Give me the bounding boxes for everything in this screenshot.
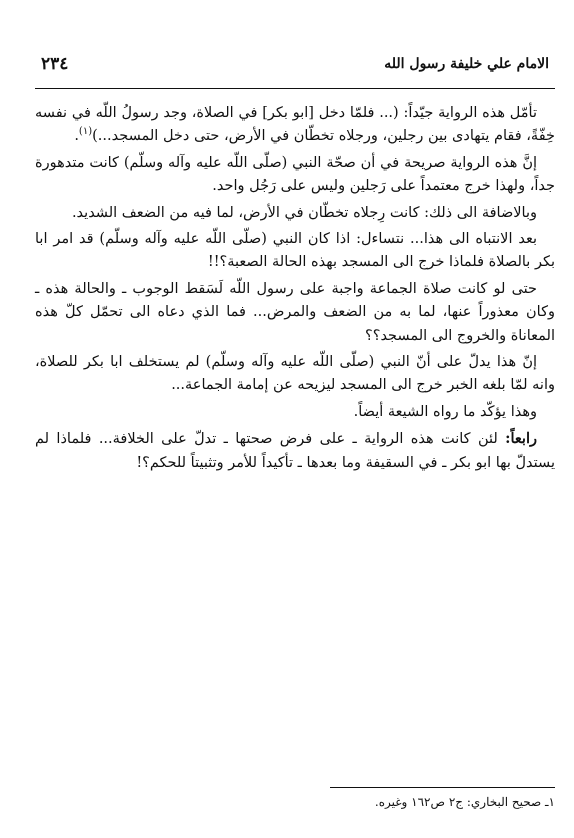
footnote: ١ـ صحيح البخاري: ج٢ ص١٦٢ وغيره. bbox=[374, 795, 555, 809]
paragraph-5 bbox=[35, 278, 555, 348]
paragraph-2 bbox=[35, 152, 555, 199]
running-title: الامام علي خليفة رسول الله bbox=[384, 56, 549, 72]
paragraph-4 bbox=[35, 228, 555, 275]
paragraph-3 bbox=[35, 202, 555, 225]
paragraph-text: لئن كانت هذه الرواية ـ على فرض صحتها ـ تدلّ على الخلافة... فلماذا لم يستدلّ بها ابو بكر ـ في السقيفة وما بعدها ـ تأكيداً للأمر وتثبيتاً للحكم؟! bbox=[35, 431, 555, 471]
paragraph-tail: . bbox=[74, 128, 79, 145]
paragraph-text: إنَّ هذه الرواية صريحة في أن صحّة النبي (صلّى اللّه عليه وآله وسلّم) كانت متدهورة جداً، ولهذا خرج معتمداً على رَجلين وليس على رَجُل واحد. bbox=[35, 154, 555, 195]
paragraph-8 bbox=[35, 427, 555, 475]
footnote-reference: (١) bbox=[78, 126, 93, 138]
page-number: ٢٣٤ bbox=[41, 54, 69, 74]
paragraph-text: وبالاضافة الى ذلك: كانت رِجلاه تخطّان في الأرض، لما فيه من الضعف الشديد. bbox=[71, 204, 537, 221]
paragraph-text: إنّ هذا يدلّ على أنّ النبي (صلّى اللّه عليه وآله وسلّم) لم يستخلف ابا بكر للصلاة، وانه لمّا بلغه الخبر خرج الى المسجد ليزيحه عن إمامة الجماعة... bbox=[35, 354, 555, 394]
paragraph-text: تأمّل هذه الرواية جيّداً: (... فلمّا دخل [ابو بكر] في الصلاة، وجد رسولُ اللّه في نفسه خِفّةً، فقام يتهادى بين رجلين، ورجلاه تخطّان في الأرض، حتى دخل المسجد...) bbox=[35, 105, 555, 145]
paragraph-6 bbox=[35, 351, 555, 398]
footnote-divider bbox=[330, 787, 555, 788]
paragraph-1 bbox=[35, 102, 555, 149]
paragraph-lead: رابعاً: bbox=[505, 430, 537, 448]
paragraph-text: وهذا يؤكّد ما رواه الشيعة أيضاً. bbox=[353, 403, 537, 420]
book-page bbox=[35, 52, 555, 832]
paragraph-text: حتى لو كانت صلاة الجماعة واجبة على رسول اللّه لَسَقط الوجوب ـ والحالة هذه ـ وكان معذوراً عنها، لما به من الضعف والمرض... فما الذي دعاه الى تحمّل كلّ هذه المعاناة والخروج الى المسجد؟؟ bbox=[35, 280, 555, 344]
page-header bbox=[35, 52, 555, 89]
paragraph-text: بعد الانتباه الى هذا... نتساءل: اذا كان النبي (صلّى اللّه عليه وآله وسلّم) قد امر ابا بكر بالصلاة فلماذا خرج الى المسجد بهذه الحالة الصعبة؟!! bbox=[35, 231, 555, 271]
body-text bbox=[35, 102, 555, 475]
paragraph-7 bbox=[35, 401, 555, 424]
